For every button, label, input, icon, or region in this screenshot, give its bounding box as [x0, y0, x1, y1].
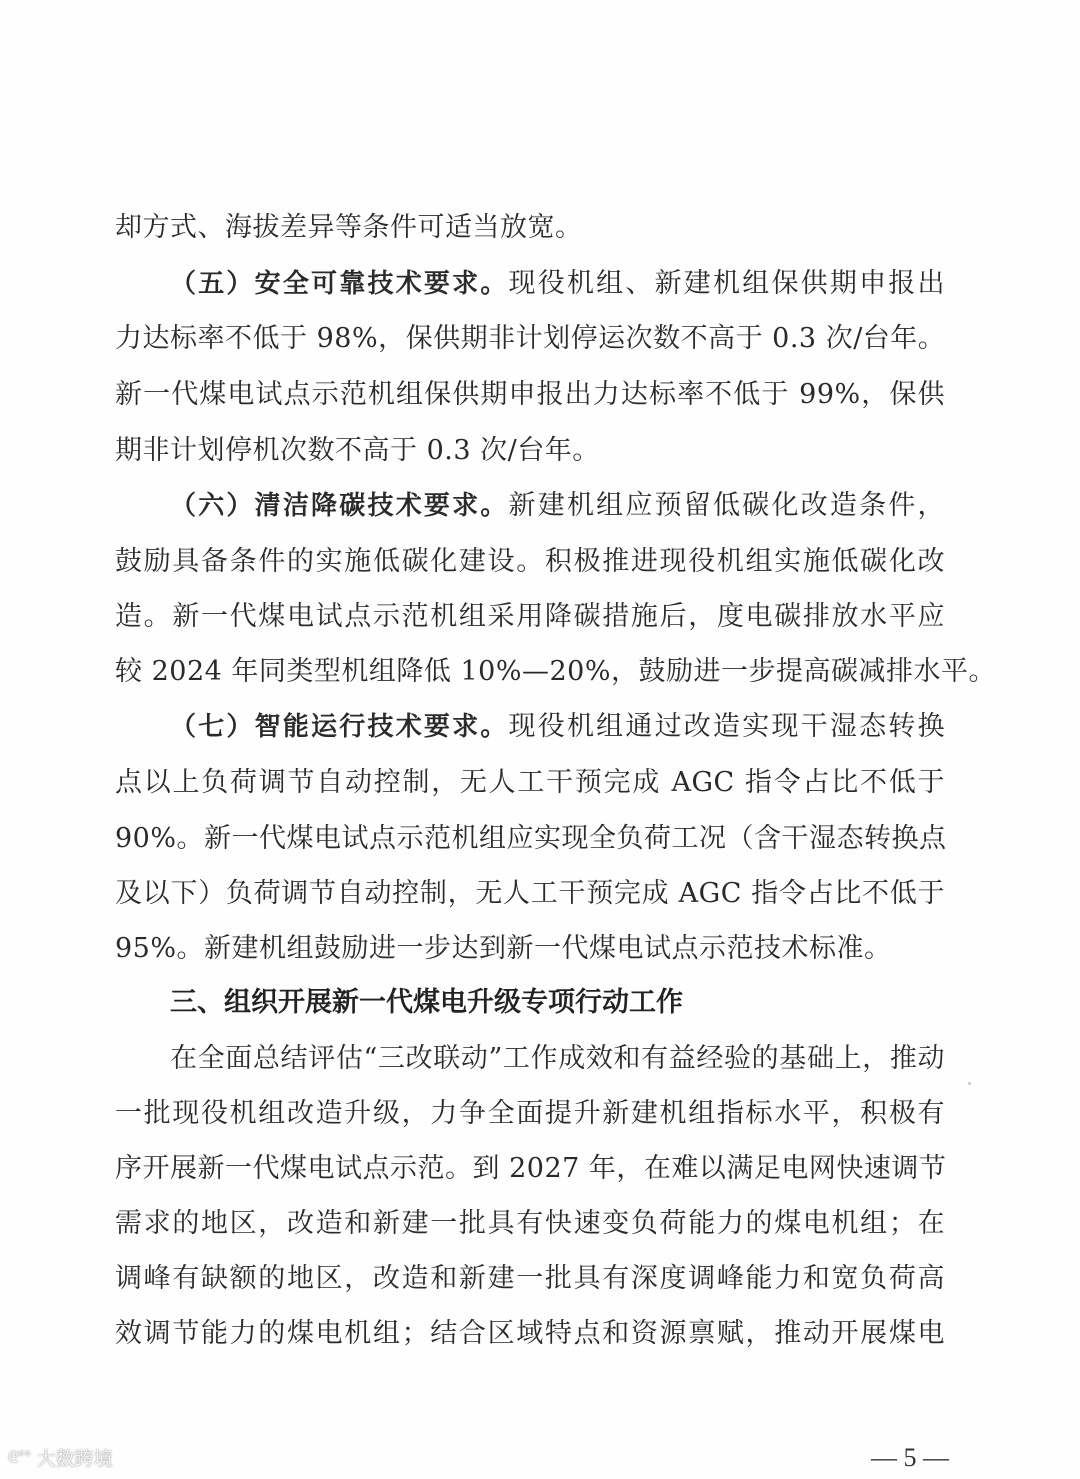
- paragraph-line: 期非计划停机次数不高于 0.3 次/台年。: [115, 435, 600, 466]
- watermark: [8, 1442, 113, 1472]
- section-label: （五）安全可靠技术要求。: [170, 269, 509, 299]
- watermark-text: 大数跨境: [36, 1447, 113, 1470]
- paragraph-line: 点以上负荷调节自动控制，无人工干预完成 AGC 指令占比不低于: [115, 767, 945, 798]
- paragraph-line: 一批现役机组改造升级，力争全面提升新建机组指标水平，积极有: [115, 1098, 945, 1129]
- paragraph-line: 却方式、海拔差异等条件可适当放宽。: [115, 212, 583, 243]
- paragraph-line: 力达标率不低于 98%，保供期非计划停运次数不高于 0.3 次/台年。: [115, 323, 946, 354]
- paragraph-line: 90%。新一代煤电试点示范机组应实现全负荷工况（含干湿态转换点: [115, 823, 947, 854]
- section-label: （六）清洁降碳技术要求。: [170, 491, 509, 521]
- watermark-logo-icon: ᘓ°°: [8, 1448, 31, 1466]
- paragraph-line: 需求的地区，改造和新建一批具有快速变负荷能力的煤电机组；在: [115, 1208, 945, 1239]
- paragraph-line: 调峰有缺额的地区，改造和新建一批具有深度调峰能力和宽负荷高: [115, 1263, 945, 1294]
- paragraph-line: 造。新一代煤电试点示范机组采用降碳措施后，度电碳排放水平应: [115, 601, 945, 632]
- paragraph-line: 较 2024 年同类型机组降低 10%—20%，鼓励进一步提高碳减排水平。: [115, 656, 996, 687]
- paragraph-line: 95%。新建机组鼓励进一步达到新一代煤电试点示范技术标准。: [115, 933, 892, 964]
- paragraph-line: 效调节能力的煤电机组；结合区域特点和资源禀赋，推动开展煤电: [115, 1318, 945, 1349]
- section-heading: 三、组织开展新一代煤电升级专项行动工作: [170, 987, 683, 1018]
- paragraph-line: [170, 707, 945, 747]
- page-number: — 5 —: [871, 1443, 949, 1472]
- paragraph-line: 新一代煤电试点示范机组保供期申报出力达标率不低于 99%，保供: [115, 379, 945, 410]
- paragraph-line: 鼓励具备条件的实施低碳化建设。积极推进现役机组实施低碳化改: [115, 546, 945, 577]
- paragraph-line: [170, 264, 945, 304]
- line-text: 现役机组通过改造实现干湿态转换: [508, 711, 945, 742]
- section-label: （七）智能运行技术要求。: [170, 712, 509, 742]
- paragraph-line: 序开展新一代煤电试点示范。到 2027 年，在难以满足电网快速调节: [115, 1153, 947, 1184]
- paragraph-line: 在全面总结评估“三改联动”工作成效和有益经验的基础上，推动: [170, 1043, 945, 1074]
- scan-speck: [968, 1082, 971, 1085]
- line-text: 现役机组、新建机组保供期申报出: [508, 268, 945, 299]
- paragraph-line: 及以下）负荷调节自动控制，无人工干预完成 AGC 指令占比不低于: [115, 878, 945, 909]
- paragraph-line: [170, 486, 945, 526]
- line-text: 新建机组应预留低碳化改造条件，: [508, 490, 945, 521]
